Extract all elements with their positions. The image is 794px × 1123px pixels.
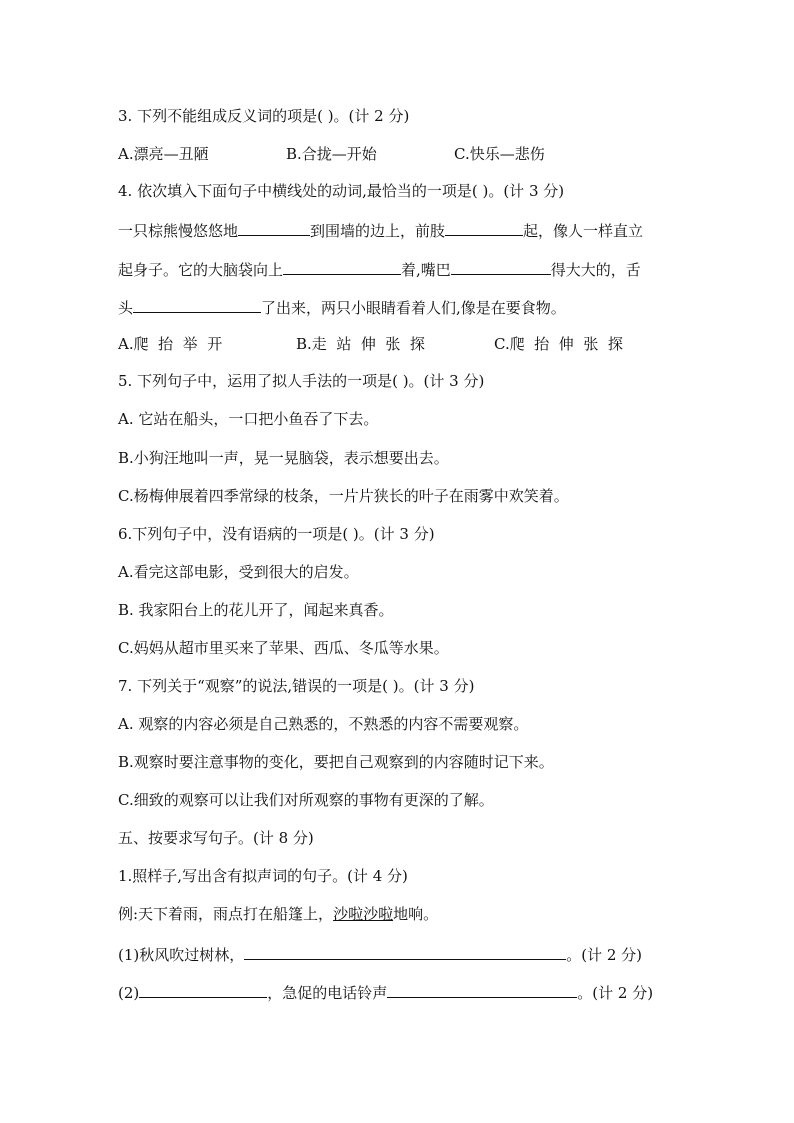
q7-stem: 7. 下列关于“观察”的说法,错误的一项是( )。(计 3 分)	[118, 677, 475, 695]
q4-option-a: A.爬 抬 举 开	[118, 335, 223, 353]
q6-option-a: A.看完这部电影，受到很大的启发。	[118, 563, 359, 581]
section-5-item-2: (2) ，急促的电话铃声 。(计 2 分)	[118, 981, 653, 1003]
example-onomatopoeia: 沙啦沙啦	[333, 905, 394, 923]
q4-passage-line-2: 起身子。它的大脑袋向上 着,嘴巴 得大大的，舌	[118, 258, 641, 280]
q6-option-b: B. 我家阳台上的花儿开了，闻起来真香。	[118, 601, 394, 619]
q6-stem: 6.下列句子中，没有语病的一项是( )。(计 3 分)	[118, 525, 435, 543]
q4-passage-line-3: 头 了出来，两只小眼睛看着人们,像是在要食物。	[118, 296, 566, 318]
q5-option-a: A. 它站在船头，一口把小鱼吞了下去。	[118, 410, 379, 428]
section-5-example: 例:天下着雨，雨点打在船篷上，沙啦沙啦地响。	[118, 905, 439, 923]
q3-option-b: B.合拢—开始	[286, 145, 377, 163]
section-5-title: 五、按要求写句子。(计 8 分)	[118, 829, 314, 847]
q4-option-c: C.爬 抬 伸 张 探	[494, 335, 623, 353]
q7-option-a: A. 观察的内容必须是自己熟悉的，不熟悉的内容不需要观察。	[118, 715, 529, 733]
q4-blank-5[interactable]	[133, 296, 261, 313]
q7-option-b: B.观察时要注意事物的变化，要把自己观察到的内容随时记下来。	[118, 753, 554, 771]
item-1-answer-blank[interactable]	[244, 943, 566, 960]
section-5-item-1: (1)秋风吹过树林， 。(计 2 分)	[118, 943, 642, 965]
q5-option-b: B.小狗汪地叫一声，晃一晃脑袋，表示想要出去。	[118, 449, 449, 467]
q5-option-c: C.杨梅伸展着四季常绿的枝条，一片片狭长的叶子在雨雾中欢笑着。	[118, 487, 569, 505]
item-2-answer-blank-2[interactable]	[387, 981, 577, 998]
q3-option-c: C.快乐—悲伤	[454, 145, 545, 163]
q6-option-c: C.妈妈从超市里买来了苹果、西瓜、冬瓜等水果。	[118, 639, 449, 657]
q3-options	[118, 144, 678, 164]
section-5-q1-stem: 1.照样子,写出含有拟声词的句子。(计 4 分)	[118, 867, 408, 885]
q4-blank-1[interactable]	[238, 219, 310, 236]
q4-passage-line-1: 一只棕熊慢悠悠地 到围墙的边上，前肢 起，像人一样直立	[118, 219, 643, 241]
q4-options	[118, 334, 678, 354]
q3-stem: 3. 下列不能组成反义词的项是( )。(计 2 分)	[118, 107, 410, 125]
q4-blank-3[interactable]	[283, 258, 401, 275]
q4-blank-4[interactable]	[451, 258, 551, 275]
q4-blank-2[interactable]	[445, 219, 523, 236]
q7-option-c: C.细致的观察可以让我们对所观察的事物有更深的了解。	[118, 791, 494, 809]
q4-option-b: B.走 站 伸 张 探	[296, 335, 425, 353]
q3-option-a: A.漂亮—丑陋	[118, 145, 209, 163]
item-2-answer-blank-1[interactable]	[139, 981, 267, 998]
q4-stem: 4. 依次填入下面句子中横线处的动词,最恰当的一项是( )。(计 3 分)	[118, 182, 565, 200]
q5-stem: 5. 下列句子中，运用了拟人手法的一项是( )。(计 3 分)	[118, 372, 485, 390]
